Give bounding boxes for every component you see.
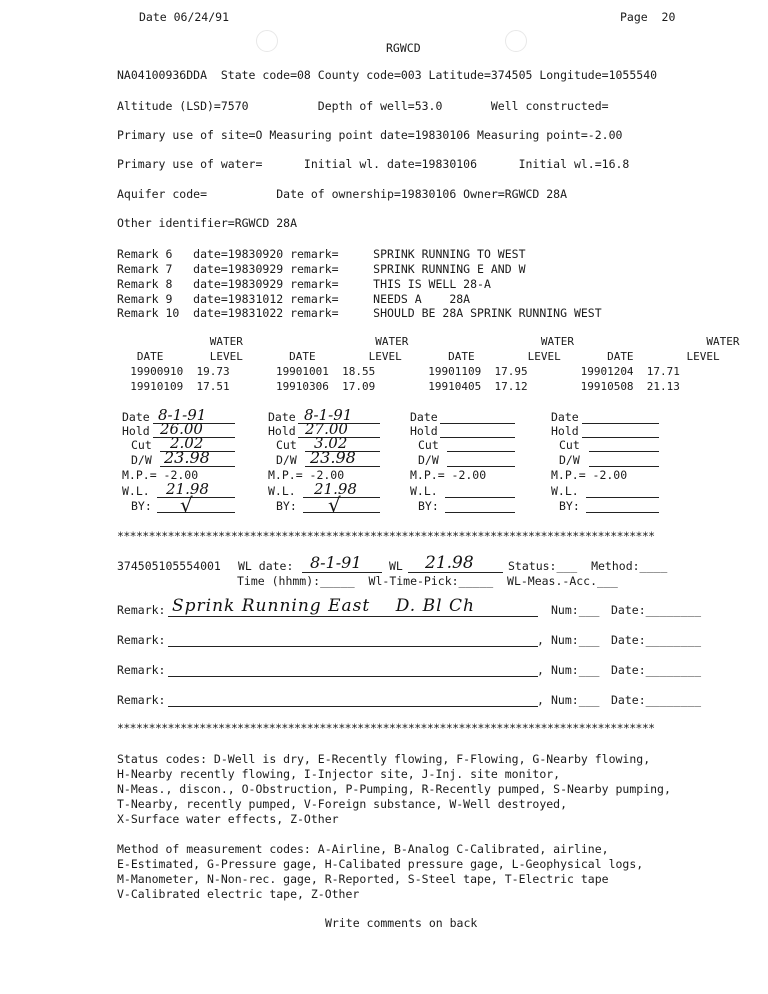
entry-dw-value: 23.98	[164, 448, 210, 467]
entry-mp-label: M.P.= -2.00	[551, 468, 628, 482]
method-codes-line: E-Estimated, G-Pressure gage, H-Calibated pressure gage, L-Geophysical logs,	[117, 857, 644, 871]
star-separator: *************************************************************************************	[117, 721, 655, 735]
entry-dw-label: D/W	[418, 453, 439, 467]
site-id: 374505105554001	[117, 559, 221, 573]
entry-date-field[interactable]	[440, 423, 515, 424]
entry-cut-field[interactable]	[589, 451, 659, 452]
entry-dw-field[interactable]	[589, 466, 659, 467]
entry-date-value: 8-1-91	[158, 406, 207, 424]
entry-wl-field[interactable]	[586, 497, 659, 498]
entry-cut-value: 2.02	[170, 434, 204, 452]
remark-comma: ,	[537, 663, 544, 677]
entry-hold-value: 27.00	[305, 420, 348, 438]
remark-date[interactable]: Date:________	[611, 693, 702, 707]
entry-hold-value: 26.00	[160, 420, 203, 438]
entry-hold-label: Hold	[268, 424, 296, 438]
remark-row: Remark 8 date=19830929 remark= THIS IS WELL 28-A	[117, 277, 491, 291]
water-level-row: 19910109 17.51 19910306 17.09 19910405 17.12 19910508 21.13	[117, 380, 680, 393]
entry-by-field[interactable]	[157, 512, 235, 513]
entry-cut-label: Cut	[131, 438, 152, 452]
entry-by-field[interactable]	[445, 512, 515, 513]
site-info-line: NA04100936DDA State code=08 County code=003 Latitude=374505 Longitude=1055540	[117, 68, 658, 82]
method-codes-line: V-Calibrated electric tape, Z-Other	[117, 887, 360, 901]
status-codes-line: X-Surface water effects, Z-Other	[117, 812, 339, 826]
entry-dw-label: D/W	[131, 453, 152, 467]
remark-field[interactable]	[168, 616, 538, 617]
report-date: Date 06/24/91	[139, 10, 230, 24]
entry-mp-label: M.P.= -2.00	[268, 468, 345, 482]
entry-cut-value: 3.02	[314, 434, 348, 452]
site-info-line: Aquifer code= Date of ownership=19830106 Owner=RGWCD 28A	[117, 187, 568, 201]
site-info-line: Primary use of site=O Measuring point date=19830106 Measuring point=-2.00	[117, 128, 623, 142]
method-codes-line: Method of measurement codes: A-Airline, B-Analog C-Calibrated, airline,	[117, 842, 609, 856]
wl-date-label: WL date:	[238, 559, 294, 573]
entry-date-label: Date	[410, 410, 438, 424]
site-info-line: Primary use of water= Initial wl. date=19830106 Initial wl.=16.8	[117, 157, 630, 171]
water-level-header: WATER WATER WATER WATER	[117, 335, 740, 348]
remark-date[interactable]: Date:________	[611, 633, 702, 647]
remark-label: Remark:	[117, 603, 166, 617]
method-codes-line: M-Manometer, N-Non-rec. gage, R-Reported, S-Steel tape, T-Electric tape	[117, 872, 609, 886]
punch-hole	[505, 30, 527, 52]
remark-comma: ,	[537, 633, 544, 647]
entry-date-label: Date	[268, 410, 296, 424]
remark-row: Remark 10 date=19831022 remark= SHOULD BE 28A SPRINK RUNNING WEST	[117, 306, 602, 320]
entry-date-value: 8-1-91	[304, 406, 353, 424]
entry-by-label: BY:	[418, 499, 439, 513]
punch-hole	[256, 30, 278, 52]
remark-field[interactable]	[168, 706, 538, 707]
remark-label: Remark:	[117, 663, 166, 677]
status-method-fields[interactable]: Status:___ Method:____	[508, 559, 668, 573]
entry-hold-field[interactable]	[582, 437, 659, 438]
entry-wl-value: 21.98	[166, 480, 209, 498]
entry-mp-label: M.P.= -2.00	[122, 468, 199, 482]
footer-note: Write comments on back	[325, 916, 478, 930]
remark-date[interactable]: Date:________	[611, 603, 702, 617]
remark-label: Remark:	[117, 633, 166, 647]
entry-dw-value: 23.98	[310, 448, 356, 467]
entry-by-initials: √	[328, 493, 341, 517]
entry-by-field[interactable]	[586, 512, 659, 513]
remark-label: Remark:	[117, 693, 166, 707]
entry-wl-label: W.L.	[268, 484, 296, 498]
entry-mp-label: M.P.= -2.00	[410, 468, 487, 482]
entry-hold-label: Hold	[410, 424, 438, 438]
agency-title: RGWCD	[386, 41, 421, 55]
entry-by-label: BY:	[276, 499, 297, 513]
entry-dw-field[interactable]	[447, 466, 515, 467]
page-number: Page 20	[620, 10, 676, 24]
entry-wl-label: W.L.	[122, 484, 150, 498]
entry-date-label: Date	[122, 410, 150, 424]
remark-row: Remark 7 date=19830929 remark= SPRINK RUNNING E AND W	[117, 262, 526, 276]
entry-by-field[interactable]	[303, 512, 380, 513]
wl-label: WL	[389, 559, 403, 573]
entry-wl-label: W.L.	[410, 484, 438, 498]
status-codes-line: T-Nearby, recently pumped, V-Foreign substance, W-Well destroyed,	[117, 797, 568, 811]
entry-hold-field[interactable]	[440, 437, 515, 438]
entry-wl-value: 21.98	[314, 480, 357, 498]
wl-date-field[interactable]	[302, 572, 382, 573]
entry-cut-label: Cut	[559, 438, 580, 452]
status-codes-line: N-Meas., discon., O-Obstruction, P-Pumping, R-Recently pumped, S-Nearby pumping,	[117, 782, 671, 796]
water-level-header: DATE LEVEL DATE LEVEL DATE LEVEL DATE LEVEL	[117, 350, 720, 363]
entry-wl-field[interactable]	[445, 497, 515, 498]
entry-by-label: BY:	[131, 499, 152, 513]
status-codes-line: H-Nearby recently flowing, I-Injector site, J-Inj. site monitor,	[117, 767, 561, 781]
star-separator: *************************************************************************************	[117, 529, 655, 543]
site-info-line: Other identifier=RGWCD 28A	[117, 216, 298, 230]
entry-wl-label: W.L.	[551, 484, 579, 498]
remark-num[interactable]: Num:___	[551, 693, 600, 707]
remark-num[interactable]: Num:___	[551, 603, 600, 617]
status-codes-line: Status codes: D-Well is dry, E-Recently flowing, F-Flowing, G-Nearby flowing,	[117, 752, 651, 766]
entry-dw-label: D/W	[559, 453, 580, 467]
remark-num[interactable]: Num:___	[551, 663, 600, 677]
entry-date-label: Date	[551, 410, 579, 424]
site-info-line: Altitude (LSD)=7570 Depth of well=53.0 Well constructed=	[117, 99, 609, 113]
entry-dw-label: D/W	[276, 453, 297, 467]
remark-num[interactable]: Num:___	[551, 633, 600, 647]
entry-by-initials: √	[180, 493, 193, 517]
remark-field[interactable]	[168, 646, 538, 647]
remark-field[interactable]	[168, 676, 538, 677]
remark-handwritten: Sprink Running East D. Bl Ch	[172, 596, 475, 616]
entry-date-field[interactable]	[582, 423, 659, 424]
entry-cut-label: Cut	[418, 438, 439, 452]
remark-date[interactable]: Date:________	[611, 663, 702, 677]
wl-date-value: 8-1-91	[310, 553, 362, 572]
entry-hold-label: Hold	[551, 424, 579, 438]
entry-hold-label: Hold	[122, 424, 150, 438]
entry-cut-field[interactable]	[447, 451, 515, 452]
remark-row: Remark 9 date=19831012 remark= NEEDS A 28A	[117, 292, 471, 306]
remark-comma: ,	[537, 693, 544, 707]
wl-value: 21.98	[425, 553, 474, 573]
time-pick-fields[interactable]: Time (hhmm):_____ Wl-Time-Pick:_____ WL-Meas.-Acc.___	[237, 574, 618, 588]
remark-row: Remark 6 date=19830920 remark= SPRINK RUNNING TO WEST	[117, 247, 526, 261]
water-level-row: 19900910 19.73 19901001 18.55 19901109 17.95 19901204 17.71	[117, 365, 680, 378]
entry-by-label: BY:	[559, 499, 580, 513]
entry-cut-label: Cut	[276, 438, 297, 452]
